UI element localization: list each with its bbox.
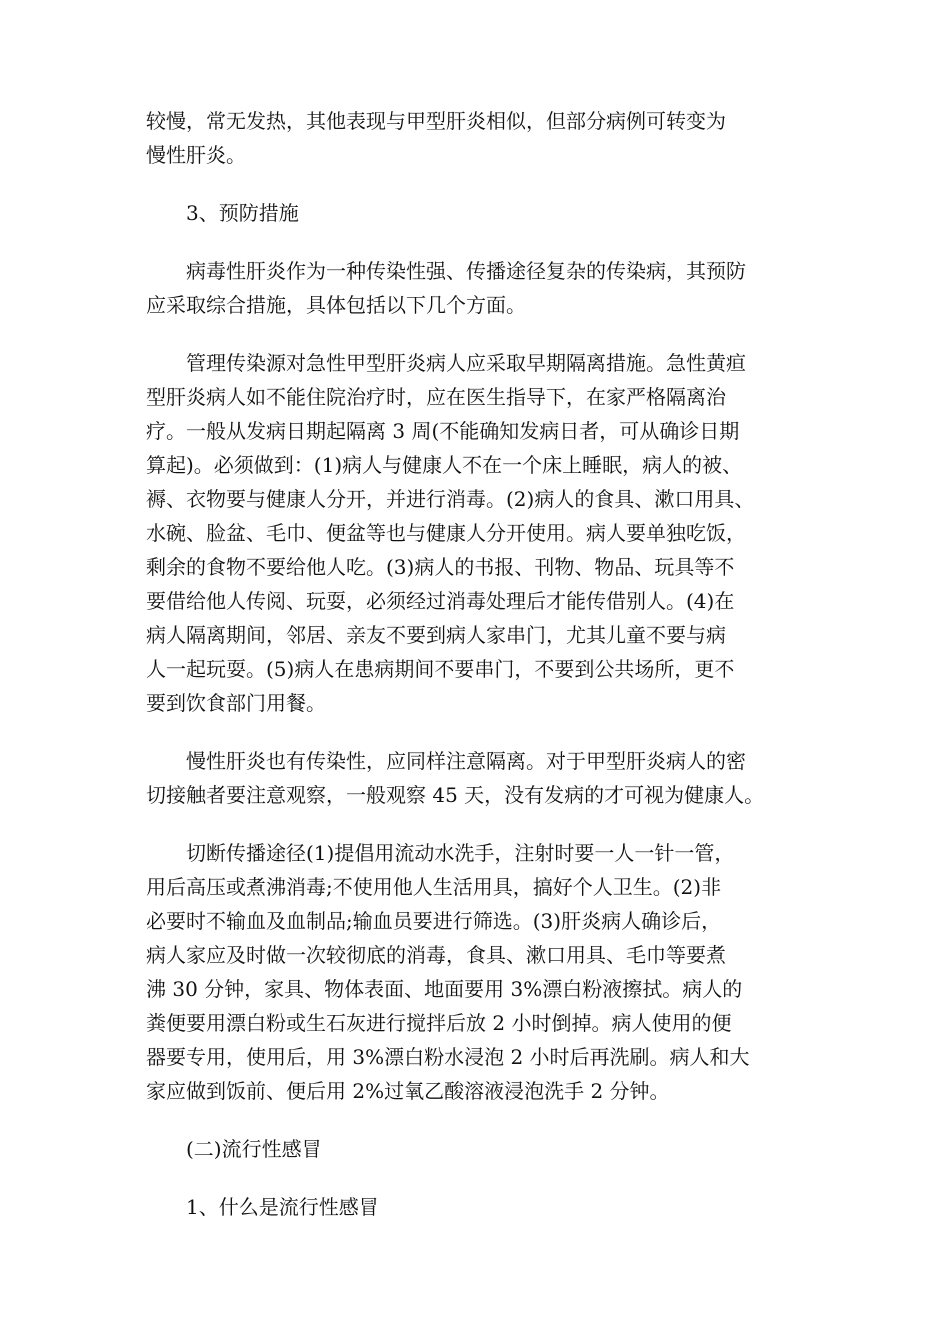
text-line: 器要专用，使用后，用 3%漂白粉水浸泡 2 小时后再洗刷。病人和大 <box>146 1045 750 1069</box>
document-page <box>146 104 826 1224</box>
text-line: 病人家应及时做一次较彻底的消毒，食具、漱口用具、毛巾等要煮 <box>146 943 726 967</box>
paragraph <box>146 104 826 172</box>
text-line: 剩余的食物不要给他人吃。(3)病人的书报、刊物、物品、玩具等不 <box>146 555 735 579</box>
text-line: 慢性肝炎也有传染性，应同样注意隔离。对于甲型肝炎病人的密 <box>186 749 746 773</box>
text-line: 沸 30 分钟，家具、物体表面、地面要用 3%漂白粉液擦拭。病人的 <box>146 977 743 1001</box>
section-heading <box>146 1190 826 1224</box>
section-heading <box>146 196 826 230</box>
text-line: 病人隔离期间，邻居、亲友不要到病人家串门，尤其儿童不要与病 <box>146 623 726 647</box>
paragraph <box>146 254 826 322</box>
text-line: 应采取综合措施，具体包括以下几个方面。 <box>146 293 526 317</box>
section-heading <box>146 1132 826 1166</box>
text-line: 较慢，常无发热，其他表现与甲型肝炎相似，但部分病例可转变为 <box>146 109 726 133</box>
text-line: 人一起玩耍。(5)病人在患病期间不要串门，不要到公共场所，更不 <box>146 657 735 681</box>
text-line: 要借给他人传阅、玩耍，必须经过消毒处理后才能传借别人。(4)在 <box>146 589 735 613</box>
text-line: 管理传染源对急性甲型肝炎病人应采取早期隔离措施。急性黄疸 <box>186 351 746 375</box>
text-line: 病毒性肝炎作为一种传染性强、传播途径复杂的传染病，其预防 <box>186 259 746 283</box>
text-line: 1、什么是流行性感冒 <box>186 1195 379 1219</box>
text-line: 切接触者要注意观察，一般观察 45 天，没有发病的才可视为健康人。 <box>146 783 765 807</box>
text-line: 慢性肝炎。 <box>146 143 246 167</box>
text-line: 切断传播途径(1)提倡用流动水洗手，注射时要一人一针一管， <box>186 841 735 865</box>
text-line: 型肝炎病人如不能住院治疗时，应在医生指导下，在家严格隔离治 <box>146 385 726 409</box>
paragraph <box>146 744 826 812</box>
paragraph <box>146 836 826 1108</box>
text-line: 必要时不输血及血制品;输血员要进行筛选。(3)肝炎病人确诊后， <box>146 909 722 933</box>
text-line: 家应做到饭前、便后用 2%过氧乙酸溶液浸泡洗手 2 分钟。 <box>146 1079 670 1103</box>
text-line: 算起)。必须做到：(1)病人与健康人不在一个床上睡眠，病人的被、 <box>146 453 743 477</box>
text-line: 要到饮食部门用餐。 <box>146 691 326 715</box>
text-line: (二)流行性感冒 <box>186 1137 322 1161</box>
paragraph <box>146 346 826 720</box>
text-line: 粪便要用漂白粉或生石灰进行搅拌后放 2 小时倒掉。病人使用的便 <box>146 1011 732 1035</box>
text-line: 3、预防措施 <box>186 201 299 225</box>
text-line: 水碗、脸盆、毛巾、便盆等也与健康人分开使用。病人要单独吃饭， <box>146 521 746 545</box>
text-line: 疗。一般从发病日期起隔离 3 周(不能确知发病日者，可从确诊日期 <box>146 419 740 443</box>
text-line: 褥、衣物要与健康人分开，并进行消毒。(2)病人的食具、漱口用具、 <box>146 487 755 511</box>
text-line: 用后高压或煮沸消毒;不使用他人生活用具，搞好个人卫生。(2)非 <box>146 875 722 899</box>
